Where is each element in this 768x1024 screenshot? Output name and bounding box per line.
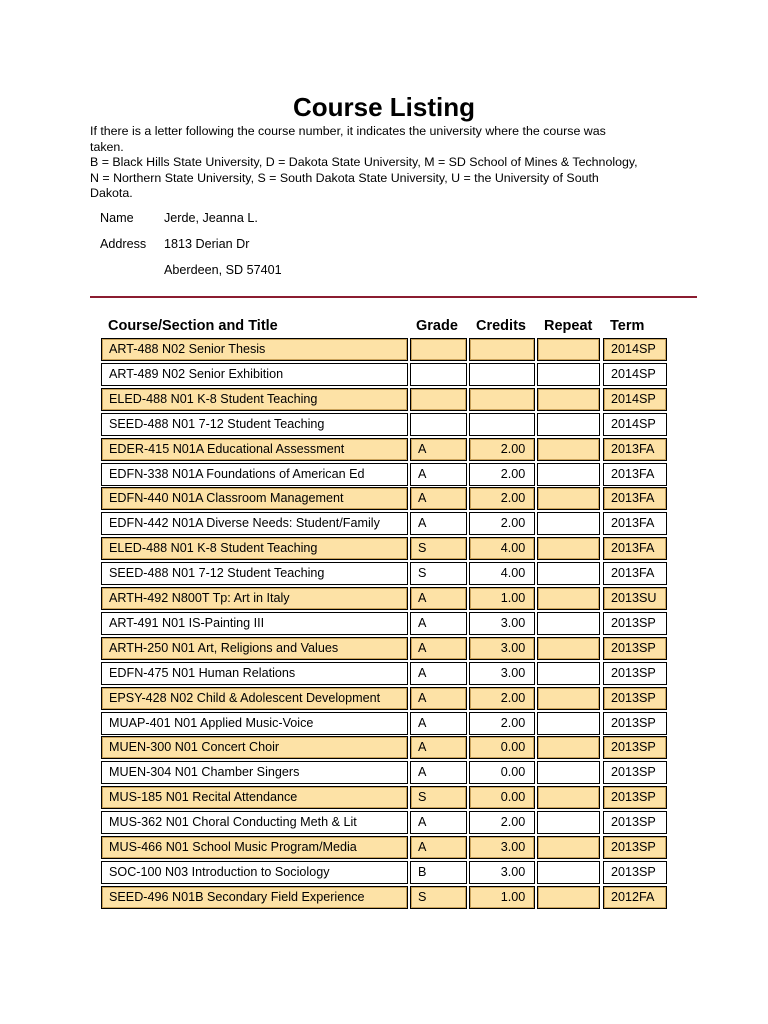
credits-cell: 2.00 bbox=[469, 712, 535, 735]
course-cell: EDER-415 N01A Educational Assessment bbox=[101, 438, 408, 461]
course-cell: MUAP-401 N01 Applied Music-Voice bbox=[101, 712, 408, 735]
credits-cell: 0.00 bbox=[469, 786, 535, 809]
term-cell: 2013SP bbox=[603, 612, 667, 635]
term-cell: 2013FA bbox=[603, 463, 667, 486]
intro-line: Dakota. bbox=[90, 186, 133, 200]
term-cell: 2013SP bbox=[603, 811, 667, 834]
term-cell: 2013FA bbox=[603, 487, 667, 510]
intro-line: B = Black Hills State University, D = Dakota State University, M = SD School of Mines & Technology, bbox=[90, 155, 638, 169]
table-row bbox=[0, 662, 768, 685]
course-cell: ART-489 N02 Senior Exhibition bbox=[101, 363, 408, 386]
table-row bbox=[0, 338, 768, 361]
course-cell: EDFN-442 N01A Diverse Needs: Student/Family bbox=[101, 512, 408, 535]
grade-cell: A bbox=[410, 512, 467, 535]
term-cell: 2013SP bbox=[603, 662, 667, 685]
grade-cell: A bbox=[410, 587, 467, 610]
address-label: Address bbox=[100, 237, 147, 251]
table-row bbox=[0, 786, 768, 809]
repeat-cell bbox=[537, 587, 600, 610]
credits-cell: 2.00 bbox=[469, 512, 535, 535]
course-cell: ARTH-492 N800T Tp: Art in Italy bbox=[101, 587, 408, 610]
table-row bbox=[0, 463, 768, 486]
repeat-cell bbox=[537, 662, 600, 685]
intro-text bbox=[90, 124, 690, 202]
table-row bbox=[0, 637, 768, 660]
intro-line: N = Northern State University, S = South Dakota State University, U = the University of South bbox=[90, 170, 599, 185]
term-cell: 2013FA bbox=[603, 537, 667, 560]
course-cell: SEED-496 N01B Secondary Field Experience bbox=[101, 886, 408, 909]
table-row bbox=[0, 438, 768, 461]
repeat-cell bbox=[537, 388, 600, 411]
credits-cell: 1.00 bbox=[469, 587, 535, 610]
course-cell: SOC-100 N03 Introduction to Sociology bbox=[101, 861, 408, 884]
credits-cell: 4.00 bbox=[469, 562, 535, 585]
intro-line: If there is a letter following the course number, it indicates the university where the course was bbox=[90, 124, 606, 138]
name-label: Name bbox=[100, 211, 134, 225]
repeat-cell bbox=[537, 836, 600, 859]
grade-cell: S bbox=[410, 537, 467, 560]
term-cell: 2013SP bbox=[603, 736, 667, 759]
grade-cell: B bbox=[410, 861, 467, 884]
credits-cell: 4.00 bbox=[469, 537, 535, 560]
table-row bbox=[0, 487, 768, 510]
course-cell: EDFN-338 N01A Foundations of American Ed bbox=[101, 463, 408, 486]
repeat-cell bbox=[537, 786, 600, 809]
table-row bbox=[0, 687, 768, 710]
repeat-cell bbox=[537, 736, 600, 759]
course-cell: ART-491 N01 IS-Painting III bbox=[101, 612, 408, 635]
credits-cell bbox=[469, 338, 535, 361]
repeat-cell bbox=[537, 687, 600, 710]
course-cell: MUS-362 N01 Choral Conducting Meth & Lit bbox=[101, 811, 408, 834]
grade-cell: A bbox=[410, 662, 467, 685]
grade-cell: A bbox=[410, 687, 467, 710]
grade-cell: A bbox=[410, 487, 467, 510]
course-cell: EPSY-428 N02 Child & Adolescent Development bbox=[101, 687, 408, 710]
grade-cell: S bbox=[410, 562, 467, 585]
repeat-cell bbox=[537, 637, 600, 660]
term-cell: 2013SP bbox=[603, 687, 667, 710]
table-row bbox=[0, 612, 768, 635]
address-line-2: Aberdeen, SD 57401 bbox=[164, 263, 282, 277]
header-course: Course/Section and Title bbox=[108, 318, 278, 334]
term-cell: 2013SP bbox=[603, 761, 667, 784]
table-row bbox=[0, 537, 768, 560]
table-row bbox=[0, 587, 768, 610]
header-grade: Grade bbox=[416, 318, 458, 334]
credits-cell bbox=[469, 388, 535, 411]
grade-cell bbox=[410, 388, 467, 411]
course-cell: SEED-488 N01 7-12 Student Teaching bbox=[101, 413, 408, 436]
grade-cell: A bbox=[410, 438, 467, 461]
term-cell: 2013SP bbox=[603, 836, 667, 859]
course-cell: ELED-488 N01 K-8 Student Teaching bbox=[101, 537, 408, 560]
credits-cell: 3.00 bbox=[469, 836, 535, 859]
credits-cell: 3.00 bbox=[469, 861, 535, 884]
repeat-cell bbox=[537, 562, 600, 585]
table-row bbox=[0, 512, 768, 535]
table-row bbox=[0, 712, 768, 735]
grade-cell: A bbox=[410, 712, 467, 735]
table-row bbox=[0, 886, 768, 909]
credits-cell: 2.00 bbox=[469, 438, 535, 461]
course-cell: ART-488 N02 Senior Thesis bbox=[101, 338, 408, 361]
grade-cell: S bbox=[410, 786, 467, 809]
header-repeat: Repeat bbox=[544, 318, 593, 334]
credits-cell: 2.00 bbox=[469, 687, 535, 710]
term-cell: 2013FA bbox=[603, 512, 667, 535]
repeat-cell bbox=[537, 761, 600, 784]
course-cell: SEED-488 N01 7-12 Student Teaching bbox=[101, 562, 408, 585]
credits-cell: 2.00 bbox=[469, 463, 535, 486]
term-cell: 2014SP bbox=[603, 413, 667, 436]
table-row bbox=[0, 363, 768, 386]
table-row bbox=[0, 761, 768, 784]
repeat-cell bbox=[537, 861, 600, 884]
term-cell: 2014SP bbox=[603, 388, 667, 411]
grade-cell: A bbox=[410, 637, 467, 660]
student-name: Jerde, Jeanna L. bbox=[164, 211, 258, 225]
term-cell: 2013SP bbox=[603, 637, 667, 660]
course-cell: MUEN-304 N01 Chamber Singers bbox=[101, 761, 408, 784]
credits-cell: 1.00 bbox=[469, 886, 535, 909]
credits-cell: 2.00 bbox=[469, 487, 535, 510]
divider-rule bbox=[90, 296, 697, 298]
grade-cell: A bbox=[410, 836, 467, 859]
course-cell: EDFN-440 N01A Classroom Management bbox=[101, 487, 408, 510]
repeat-cell bbox=[537, 363, 600, 386]
intro-line: taken. bbox=[90, 139, 124, 154]
repeat-cell bbox=[537, 487, 600, 510]
header-term: Term bbox=[610, 318, 645, 334]
grade-cell: A bbox=[410, 463, 467, 486]
grade-cell: A bbox=[410, 811, 467, 834]
term-cell: 2013FA bbox=[603, 562, 667, 585]
term-cell: 2014SP bbox=[603, 338, 667, 361]
repeat-cell bbox=[537, 811, 600, 834]
table-row bbox=[0, 811, 768, 834]
table-row bbox=[0, 388, 768, 411]
course-cell: MUS-185 N01 Recital Attendance bbox=[101, 786, 408, 809]
term-cell: 2013SU bbox=[603, 587, 667, 610]
credits-cell: 3.00 bbox=[469, 637, 535, 660]
table-row bbox=[0, 562, 768, 585]
credits-cell: 0.00 bbox=[469, 736, 535, 759]
address-line-1: 1813 Derian Dr bbox=[164, 237, 250, 251]
grade-cell bbox=[410, 338, 467, 361]
repeat-cell bbox=[537, 338, 600, 361]
table-row bbox=[0, 413, 768, 436]
grade-cell: A bbox=[410, 736, 467, 759]
course-cell: EDFN-475 N01 Human Relations bbox=[101, 662, 408, 685]
repeat-cell bbox=[537, 712, 600, 735]
grade-cell bbox=[410, 413, 467, 436]
term-cell: 2013FA bbox=[603, 438, 667, 461]
repeat-cell bbox=[537, 438, 600, 461]
term-cell: 2012FA bbox=[603, 886, 667, 909]
repeat-cell bbox=[537, 537, 600, 560]
repeat-cell bbox=[537, 886, 600, 909]
credits-cell: 2.00 bbox=[469, 811, 535, 834]
repeat-cell bbox=[537, 413, 600, 436]
grade-cell: S bbox=[410, 886, 467, 909]
page-title: Course Listing bbox=[292, 92, 475, 122]
grade-cell bbox=[410, 363, 467, 386]
repeat-cell bbox=[537, 512, 600, 535]
credits-cell: 3.00 bbox=[469, 662, 535, 685]
course-cell: ARTH-250 N01 Art, Religions and Values bbox=[101, 637, 408, 660]
course-cell: MUEN-300 N01 Concert Choir bbox=[101, 736, 408, 759]
course-cell: MUS-466 N01 School Music Program/Media bbox=[101, 836, 408, 859]
repeat-cell bbox=[537, 463, 600, 486]
course-cell: ELED-488 N01 K-8 Student Teaching bbox=[101, 388, 408, 411]
term-cell: 2013SP bbox=[603, 861, 667, 884]
table-row bbox=[0, 861, 768, 884]
table-row bbox=[0, 736, 768, 759]
repeat-cell bbox=[537, 612, 600, 635]
credits-cell bbox=[469, 413, 535, 436]
term-cell: 2013SP bbox=[603, 712, 667, 735]
term-cell: 2013SP bbox=[603, 786, 667, 809]
term-cell: 2014SP bbox=[603, 363, 667, 386]
grade-cell: A bbox=[410, 612, 467, 635]
credits-cell: 3.00 bbox=[469, 612, 535, 635]
credits-cell bbox=[469, 363, 535, 386]
grade-cell: A bbox=[410, 761, 467, 784]
credits-cell: 0.00 bbox=[469, 761, 535, 784]
table-row bbox=[0, 836, 768, 859]
header-credits: Credits bbox=[476, 318, 526, 334]
